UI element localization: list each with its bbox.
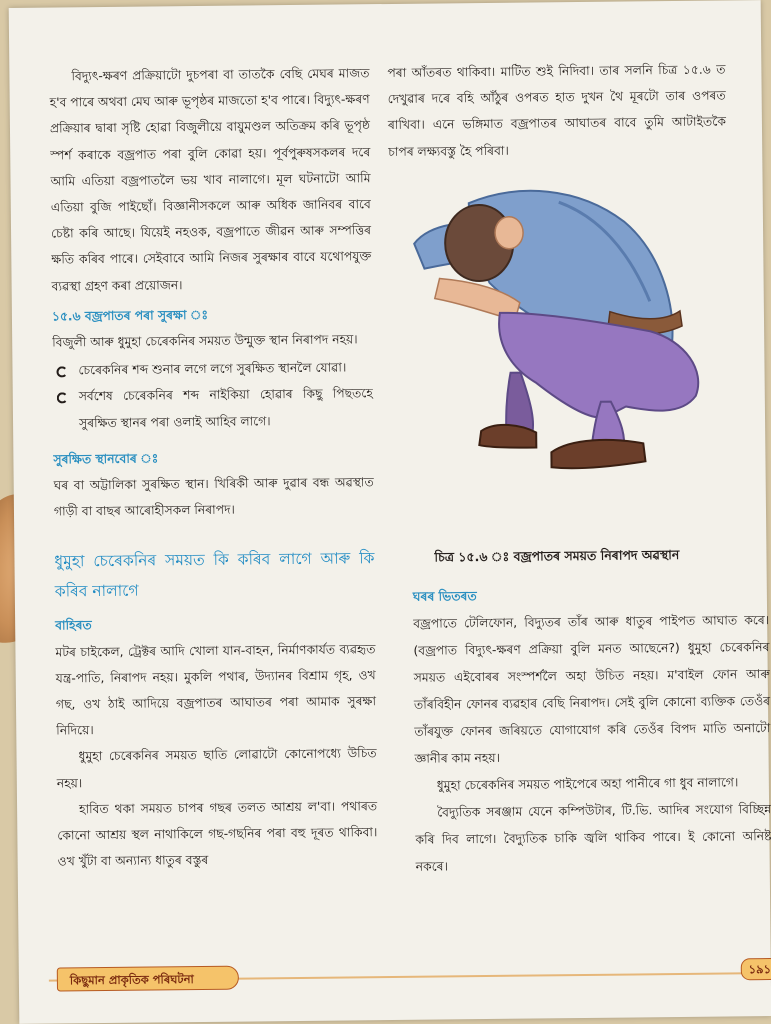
- bullet-item: সৰ্বশেষ চেৰেকনিৰ শব্দ নাইকিয়া হোৱাৰ কিছু পিছতহে সুৰক্ষিত স্থানৰ পৰা ওলাই আহিব লাগে।: [53, 381, 374, 437]
- forest-paragraph: হাবিত থকা সময়ত চাপৰ গছৰ তলত আশ্ৰয় ল'বা। পথাৰত কোনো আশ্ৰয় স্থল নাথাকিলে গছ-গছনিৰ পৰা বহু দূৰত থাকিবা। ওখ খুঁটা বা অন্যান্য ধাতুৰ বস্তুৰ: [57, 799, 378, 869]
- intro-paragraph: বিদ্যুৎ-ক্ষৰণ প্ৰক্ৰিয়াটো দুচপৰা বা তাতকৈ বেছি মেঘৰ মাজত হ'ব পাৰে অথবা মেঘ আৰু ভূপৃষ্ঠৰ মাজতো হ'ব পাৰে। বিদ্যুৎ-ক্ষৰণ প্ৰক্ৰিয়াৰ দ্বাৰা সৃষ্টি হোৱা বিজুলীয়ে বায়ুমণ্ডল অতিক্ৰম কৰি ভূপৃষ্ঠ স্পৰ্শ কৰাকে বজ্ৰপাত পৰা বুলি কোৱা হয়। পূৰ্বপুৰুষসকলৰ দৰে আমি এতিয়া বজ্ৰপাতলৈ ভয় খাব নালাগে। মূল ঘটনাটো আমি এতিয়া বুজি পাইছোঁ। বিজ্ঞানীসকলে আৰু অধিক জানিবৰ বাবে চেষ্টা কৰি আছে। যিয়েই নহওক, বজ্ৰপাতে জীৱন আৰু সম্পত্তিৰ ক্ষতি কৰিব পাৰে। সেইবাবে আমি নিজৰ সুৰক্ষাৰ বাবে যথোপযুক্ত ব্যৱস্থা গ্ৰহণ কৰা প্ৰয়োজন।: [49, 66, 372, 294]
- bath-paragraph: ধুমুহা চেৰেকনিৰ সময়ত পাইপেৰে অহা পানীৰে গা ধুব নালাগে।: [436, 775, 739, 793]
- right-column-lower: [413, 580, 771, 881]
- right-column-top: [387, 56, 726, 164]
- umbrella-paragraph: ধুমুহা চেৰেকনিৰ সময়ত ছাতি লোৱাটো কোনোপধ্যে উচিত নহয়।: [56, 746, 377, 791]
- textbook-page: [9, 0, 771, 1024]
- chapter-title-banner: কিছুমান প্ৰাকৃতিক পৰিঘটনা: [57, 966, 239, 992]
- page-number: ১৯১: [741, 958, 771, 980]
- left-shoe: [479, 425, 536, 449]
- section-text: বিজুলী আৰু ধুমুহা চেৰেকনিৰ সময়ত উন্মুক্ত স্থান নিৰাপদ নহয়।: [52, 332, 358, 350]
- neck-skin: [495, 217, 523, 249]
- safety-bullet-list: [52, 354, 373, 436]
- crouching-person-illustration: [408, 161, 711, 484]
- bullet-item: চেৰেকনিৰ শব্দ শুনাৰ লগে লগে সুৰক্ষিত স্থানলৈ যোৱা।: [52, 354, 372, 384]
- outside-paragraph: মটৰ চাইকেল, ট্ৰেক্টৰ আদি খোলা যান-বাহন, নিৰ্মাণকাৰ্যত ব্যৱহৃত যন্ত্ৰ-পাতি, নিৰাপদ নহয়। মুকলি পথাৰ, উদ্যানৰ বিশ্ৰাম গৃহ, ওখ গছ, ওখ ঠাই আদিয়ে বজ্ৰপাতৰ আঘাতৰ পৰা আমাক সুৰক্ষা নিদিয়ে।: [55, 641, 377, 738]
- safe-places-text: ঘৰ বা অট্টালিকা সুৰক্ষিত স্থান। খিৰিকী আৰু দুৱাৰ বন্ধ অৱস্থাত গাড়ী বা বাছৰ আৰোহীসকল নিৰাপদ।: [53, 475, 374, 519]
- inside-paragraph: বজ্ৰপাতে টেলিফোন, বিদ্যুতৰ তাঁৰ আৰু ধাতুৰ পাইপত আঘাত কৰে। (বজ্ৰপাত বিদ্যুৎ-ক্ষৰণ প্ৰক্ৰিয়া বুলি মনত আছেনে?) ধুমুহা চেৰেকনিৰ সময়ত এইবোৰৰ সংস্পৰ্শলৈ অহা উচিত নহয়। ম'বাইল ফোন আৰু তাঁৰবিহীন ফোনৰ ব্যৱহাৰ বেছি নিৰাপদ। সেই বুলি কোনো ব্যক্তিক তেওঁৰ তাঁৰযুক্ত ফোনৰ জৰিয়তে যোগাযোগ কৰি তেওঁৰ বিপদ মাতি অনাটো জ্ঞানীৰ কাম নহয়।: [413, 613, 771, 766]
- inside-heading: ঘৰৰ ভিতৰত: [412, 589, 477, 604]
- left-column: [49, 60, 377, 875]
- do-dont-heading: ধুমুহা চেৰেকনিৰ সময়ত কি কৰিব লাগে আৰু কি কৰিব নালাগে: [54, 549, 375, 601]
- figure-caption: চিত্ৰ ১৫.৬ ঃ বজ্ৰপাতৰ সময়ত নিৰাপদ অৱস্থান: [434, 546, 680, 565]
- section-heading: ১৫.৬ বজ্ৰপাতৰ পৰা সুৰক্ষা ঃ: [51, 307, 209, 324]
- safe-places-heading: সুৰক্ষিত স্থানবোৰ ঃ: [53, 451, 159, 467]
- electrical-paragraph: বৈদ্যুতিক সৰঞ্জাম যেনে কম্পিউটাৰ, টি.ভি. আদিৰ সংযোগ বিচ্ছিন্ন কৰি দিব লাগে। বৈদ্যুতিক চাকি জ্বলি থাকিব পাৰে। ই কোনো অনিষ্ট নকৰে।: [415, 802, 771, 874]
- outside-heading: বাহিৰত: [55, 618, 92, 633]
- right-shoe: [551, 440, 645, 469]
- right-top-paragraph: পৰা আঁতৰত থাকিবা। মাটিত শুই নিদিবা। তাৰ সলনি চিত্ৰ ১৫.৬ ত দেখুৱাৰ দৰে বহি আঁঠুৰ ওপৰত হাত দুখন থৈ মূৰটো তাৰ ওপৰত ৰাখিবা। এনে ভঙ্গিমাত বজ্ৰপাতৰ আঘাতৰ বাবে তুমি আটাইতকৈ চাপৰ লক্ষ্যবস্তু হৈ পৰিবা।: [387, 62, 727, 159]
